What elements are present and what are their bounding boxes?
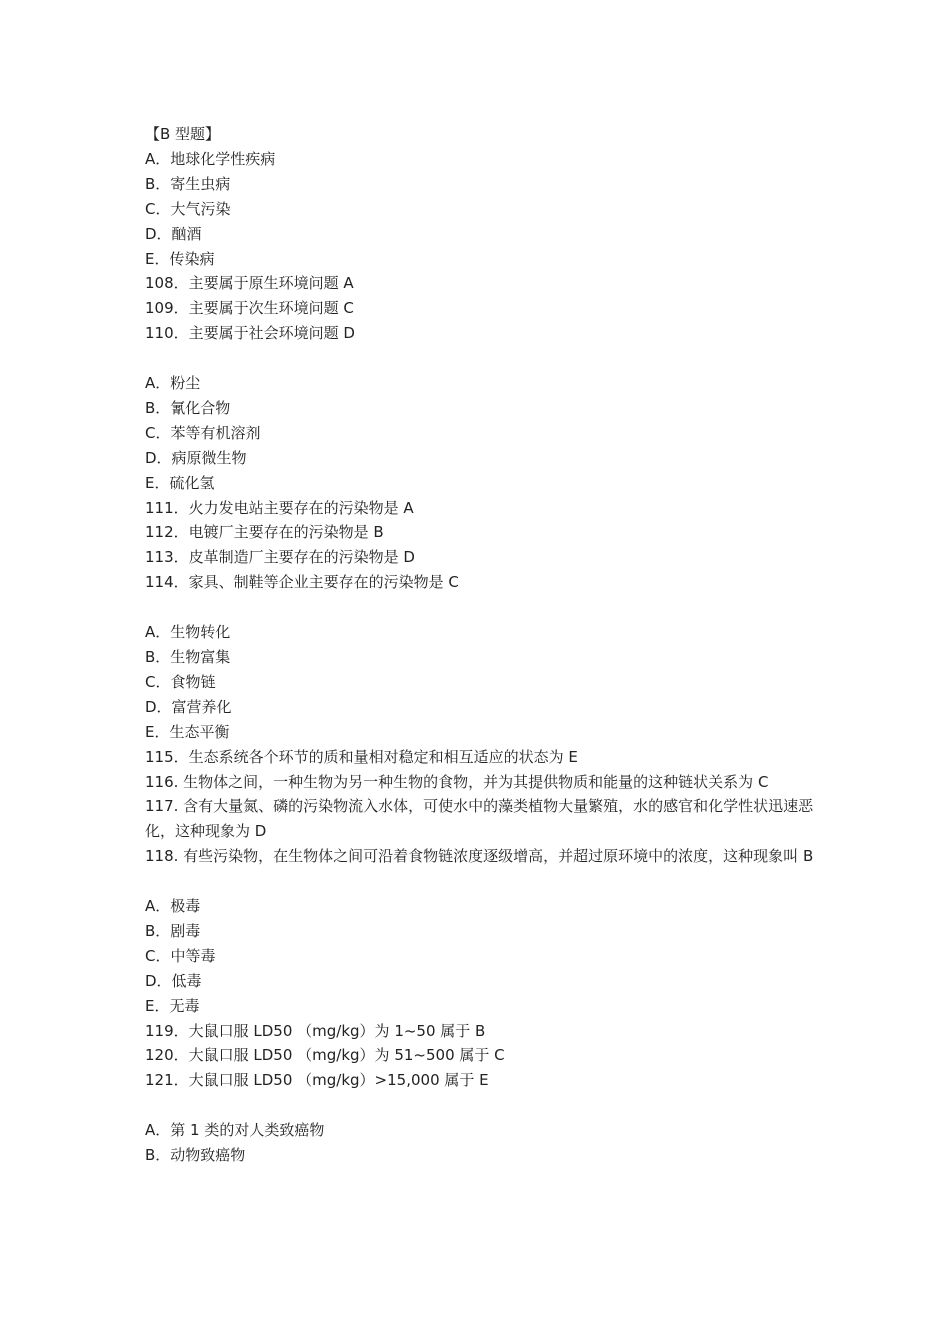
option-b: B．剧毒 <box>145 921 201 940</box>
spacer <box>145 1093 815 1118</box>
question-108: 108．主要属于原生环境问题 A <box>145 274 354 293</box>
option-c: C．食物链 <box>145 672 216 691</box>
question-110: 110．主要属于社会环境问题 D <box>145 324 355 343</box>
question-120: 120．大鼠口服 LD50 （mg/kg）为 51~500 属于 C <box>145 1046 505 1065</box>
spacer <box>145 869 815 894</box>
spacer <box>145 595 815 620</box>
question-118: 118. 有些污染物，在生物体之间可沿着食物链浓度逐级增高，并超过原环境中的浓度，这种现象叫 B <box>145 847 814 866</box>
question-group-1 <box>145 147 815 346</box>
question-group-5 <box>145 1118 815 1168</box>
option-a: A．第 1 类的对人类致癌物 <box>145 1121 325 1140</box>
question-117: 117. 含有大量氮、磷的污染物流入水体，可使水中的藻类植物大量繁殖，水的感官和化学性状迅速恶化，这种现象为 D <box>145 797 814 841</box>
question-group-4 <box>145 894 815 1093</box>
option-b: B．动物致癌物 <box>145 1146 246 1165</box>
spacer <box>145 346 815 371</box>
option-e: E．传染病 <box>145 249 215 268</box>
option-d: D．低毒 <box>145 971 202 990</box>
option-a: A．粉尘 <box>145 374 201 393</box>
option-d: D．酗酒 <box>145 224 202 243</box>
option-c: C．中等毒 <box>145 946 216 965</box>
option-d: D．病原微生物 <box>145 448 247 467</box>
question-group-3 <box>145 620 815 869</box>
option-a: A．地球化学性疾病 <box>145 149 276 168</box>
option-d: D．富营养化 <box>145 697 232 716</box>
option-a: A．生物转化 <box>145 623 231 642</box>
question-group-2 <box>145 371 815 595</box>
question-121: 121．大鼠口服 LD50 （mg/kg）>15,000 属于 E <box>145 1071 489 1090</box>
option-c: C．大气污染 <box>145 199 231 218</box>
option-b: B．生物富集 <box>145 648 231 666</box>
option-a: A．极毒 <box>145 897 201 916</box>
option-e: E．硫化氢 <box>145 473 215 492</box>
option-e: E．无毒 <box>145 996 200 1015</box>
document-body <box>145 122 815 1168</box>
option-e: E．生态平衡 <box>145 722 230 741</box>
question-112: 112．电镀厂主要存在的污染物是 B <box>145 523 384 542</box>
section-heading: 【B 型题】 <box>145 125 221 143</box>
question-116: 116. 生物体之间，一种生物为另一种生物的食物，并为其提供物质和能量的这种链状关系为 C <box>145 772 769 791</box>
option-b: B．氰化合物 <box>145 398 231 417</box>
question-113: 113．皮革制造厂主要存在的污染物是 D <box>145 548 415 567</box>
question-109: 109．主要属于次生环境问题 C <box>145 299 354 318</box>
option-c: C．苯等有机溶剂 <box>145 423 261 442</box>
option-b: B．寄生虫病 <box>145 174 231 193</box>
question-115: 115．生态系统各个环节的质和量相对稳定和相互适应的状态为 E <box>145 747 578 766</box>
question-111: 111．火力发电站主要存在的污染物是 A <box>145 498 414 517</box>
question-119: 119．大鼠口服 LD50 （mg/kg）为 1~50 属于 B <box>145 1021 486 1040</box>
question-114: 114．家具、制鞋等企业主要存在的污染物是 C <box>145 573 459 592</box>
